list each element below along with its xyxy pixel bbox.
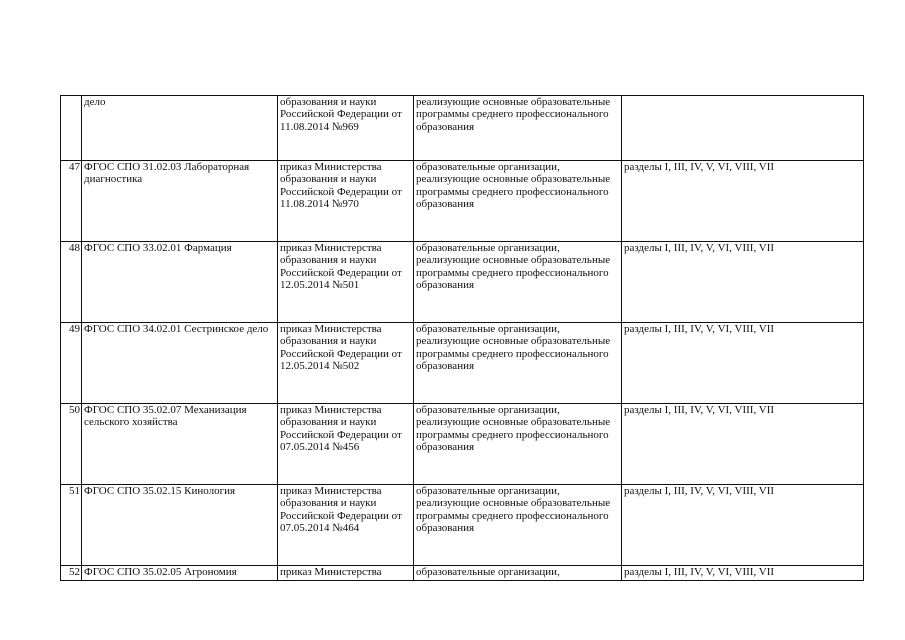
standard-cell: ФГОС СПО 35.02.15 Кинология — [82, 485, 278, 566]
standard-cell: дело — [82, 96, 278, 161]
row-number: 52 — [61, 566, 82, 581]
standard-cell: ФГОС СПО 34.02.01 Сестринское дело — [82, 323, 278, 404]
sections-cell: разделы I, III, IV, V, VI, VIII, VII — [622, 404, 864, 485]
standard-cell: ФГОС СПО 33.02.01 Фармация — [82, 242, 278, 323]
row-number — [61, 96, 82, 161]
sections-cell: разделы I, III, IV, V, VI, VIII, VII — [622, 566, 864, 581]
sections-cell: разделы I, III, IV, V, VI, VIII, VII — [622, 323, 864, 404]
row-number: 50 — [61, 404, 82, 485]
standard-cell: ФГОС СПО 35.02.07 Механизация сельского хозяйства — [82, 404, 278, 485]
organizations-cell: образовательные организации, реализующие основные образовательные программы среднего профессионального образования — [414, 242, 622, 323]
order-cell: образования и науки Российской Федерации от 11.08.2014 №969 — [278, 96, 414, 161]
sections-cell: разделы I, III, IV, V, VI, VIII, VII — [622, 485, 864, 566]
order-cell: приказ Министерства образования и науки Российской Федерации от 11.08.2014 №970 — [278, 161, 414, 242]
order-cell: приказ Министерства образования и науки Российской Федерации от 07.05.2014 №464 — [278, 485, 414, 566]
order-cell: приказ Министерства образования и науки Российской Федерации от 12.05.2014 №502 — [278, 323, 414, 404]
organizations-cell: образовательные организации, реализующие основные образовательные программы среднего профессионального образования — [414, 404, 622, 485]
table-row — [61, 161, 864, 242]
sections-cell: разделы I, III, IV, V, VI, VIII, VII — [622, 161, 864, 242]
sections-cell: разделы I, III, IV, V, VI, VIII, VII — [622, 242, 864, 323]
standards-table — [60, 95, 864, 581]
organizations-cell: реализующие основные образовательные программы среднего профессионального образования — [414, 96, 622, 161]
standard-cell: ФГОС СПО 31.02.03 Лабораторная диагностика — [82, 161, 278, 242]
organizations-cell: образовательные организации, реализующие основные образовательные программы среднего профессионального образования — [414, 485, 622, 566]
row-number: 48 — [61, 242, 82, 323]
table-row — [61, 404, 864, 485]
organizations-cell: образовательные организации, реализующие основные образовательные программы среднего профессионального образования — [414, 323, 622, 404]
table-row — [61, 485, 864, 566]
table-row — [61, 323, 864, 404]
order-cell: приказ Министерства образования и науки Российской Федерации от 07.05.2014 №456 — [278, 404, 414, 485]
row-number: 47 — [61, 161, 82, 242]
organizations-cell: образовательные организации, реализующие основные образовательные программы среднего профессионального образования — [414, 161, 622, 242]
table-row — [61, 242, 864, 323]
order-cell: приказ Министерства образования и науки Российской Федерации от 12.05.2014 №501 — [278, 242, 414, 323]
order-cell: приказ Министерства — [278, 566, 414, 581]
row-number: 51 — [61, 485, 82, 566]
row-number: 49 — [61, 323, 82, 404]
table-row — [61, 96, 864, 161]
table-row — [61, 566, 864, 581]
organizations-cell: образовательные организации, — [414, 566, 622, 581]
standard-cell: ФГОС СПО 35.02.05 Агрономия — [82, 566, 278, 581]
sections-cell — [622, 96, 864, 161]
